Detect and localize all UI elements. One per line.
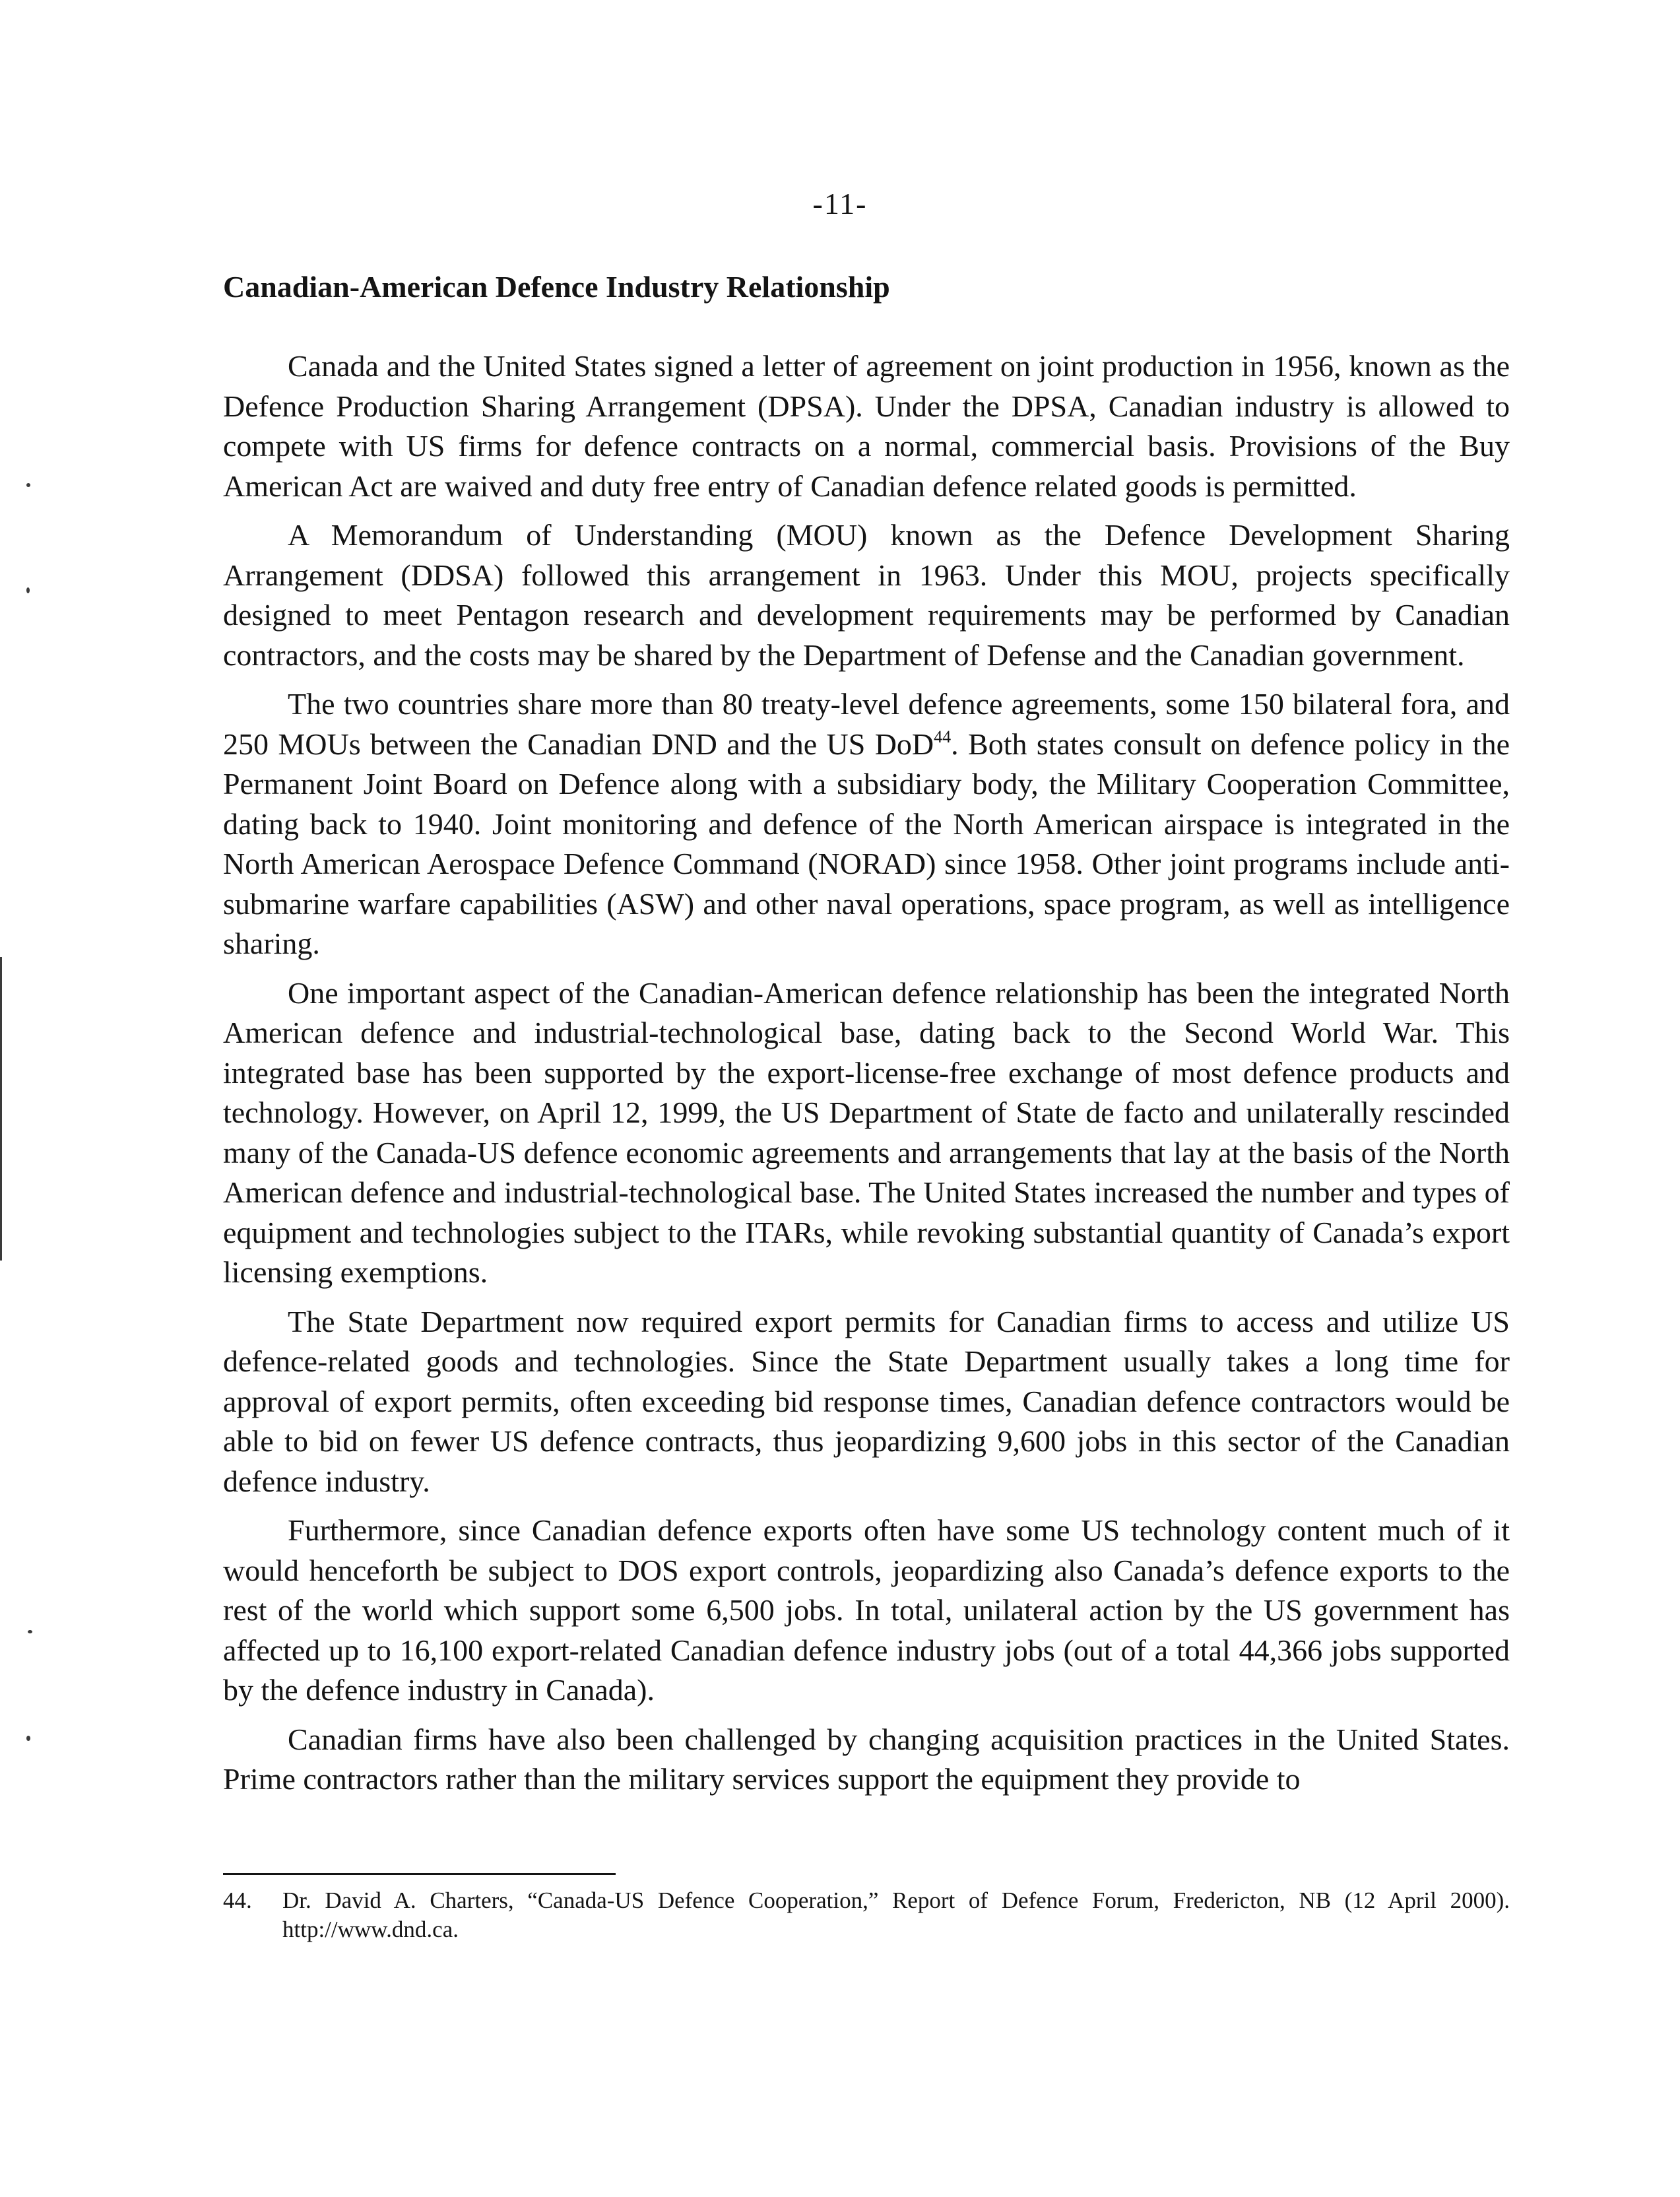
paragraph-export-permits: The State Department now required export permits for Canadian firms to access and utilize US defence-related goods and technologies. Since the State Department usually takes a long time for approval of export permits, often exceeding bid response times, Canadian defence contractors would be able to bid on fewer US defence contracts, thus jeopardizing 9,600 jobs in this sector of the Canadian defence industry. — [223, 1304, 1510, 1498]
page-number: -11- — [812, 187, 868, 220]
scan-speck — [26, 483, 30, 487]
paragraph-industrial-base: One important aspect of the Canadian-American defence relationship has been the integrated North American defence and industrial-technological base, dating back to the Second World War. This integrated base has been supported by the export-license-free exchange of most defence products and technology. However, on April 12, 1999, the US Department of State de facto and unilaterally rescinded many of the Canada-US defence economic agreements and arrangements that lay at the basis of the North American defence and industrial-technological base. The United States increased the number and types of equipment and technologies subject to the ITARs, while revoking substantial quantity of Canada’s export licensing exemptions. — [223, 975, 1510, 1289]
footnote — [223, 1886, 1510, 1944]
paragraph-agreements-text-after: . Both states consult on defence policy in the Permanent Joint Board on Defence along with a subsidiary body, the Military Cooperation Committee, dating back to 1940. Joint monitoring and defence of the North American airspace is integrated in the North American Aerospace Defence Command (NORAD) since 1958. Other joint programs include anti-submarine warfare capabilities (ASW) and other naval operations, space program, as well as intelligence sharing. — [223, 727, 1510, 960]
paragraph-agreements — [223, 684, 1510, 964]
footnote-text: Dr. David A. Charters, “Canada-US Defence Cooperation,” Report of Defence Forum, Fredericton, NB (12 April 2000). http://www.dnd.ca. — [282, 1887, 1510, 1942]
scan-speck — [26, 1736, 30, 1741]
scan-speck — [26, 587, 30, 593]
footnote-number: 44. — [223, 1887, 252, 1913]
paragraph-agreements-text-before: The two countries share more than 80 treaty-level defence agreements, some 150 bilateral fora, and 250 MOUs between the Canadian DND and the US DoD — [223, 687, 1510, 761]
scan-speck — [28, 1630, 32, 1633]
paragraph-dos-controls: Furthermore, since Canadian defence exports often have some US technology content much of it would henceforth be subject to DOS export controls, jeopardizing also Canada’s defence exports to the rest of the world which support some 6,500 jobs. In total, unilateral action by the US government has affected up to 16,100 export-related Canadian defence industry jobs (out of a total 44,366 jobs supported by the defence industry in Canada). — [223, 1513, 1510, 1707]
paragraph-acquisition: Canadian firms have also been challenged by changing acquisition practices in the United States. Prime contractors rather than the military services support the equipment they provide to — [223, 1722, 1510, 1796]
section-heading: Canadian-American Defence Industry Relationship — [223, 270, 890, 304]
document-body — [223, 267, 1510, 1809]
footnote-divider — [223, 1873, 616, 1875]
footnote-reference: 44 — [934, 727, 952, 746]
scan-line — [0, 957, 2, 1261]
paragraph-dpsa: Canada and the United States signed a letter of agreement on joint production in 1956, known as the Defence Production Sharing Arrangement (DPSA). Under the DPSA, Canadian industry is allowed to compete with US firms for defence contracts on a normal, commercial basis. Provisions of the Buy American Act are waived and duty free entry of Canadian defence related goods is permitted. — [223, 349, 1510, 503]
paragraph-ddsa: A Memorandum of Understanding (MOU) known as the Defence Development Sharing Arrangement (DDSA) followed this arrangement in 1963. Under this MOU, projects specifically designed to meet Pentagon research and development requirements may be performed by Canadian contractors, and the costs may be shared by the Department of Defense and the Canadian government. — [223, 518, 1510, 672]
